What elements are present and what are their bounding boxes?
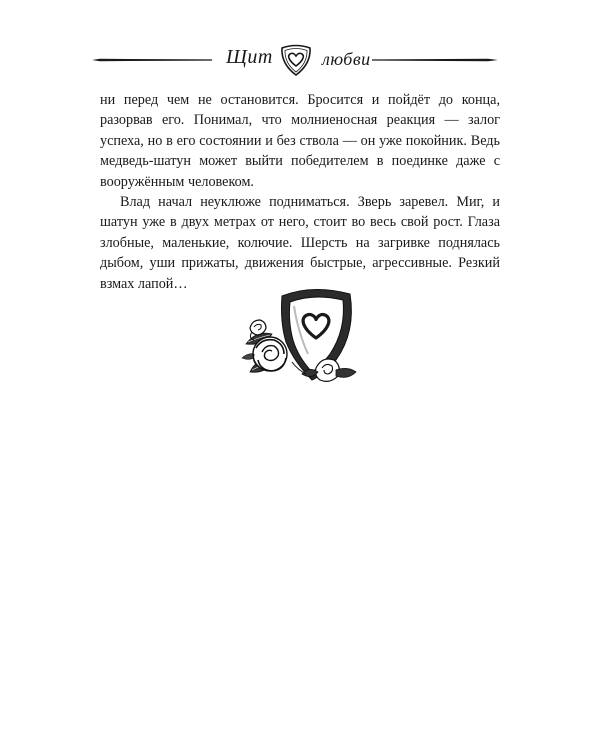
header-word-right: любви bbox=[322, 49, 371, 69]
paragraph-2: Влад начал неуклюже подниматься. Зверь заревел. Миг, и шатун уже в двух метрах от него, стоит во весь свой рост. Глаза злобные, маленькие, колючие. Шерсть на загривке поднялась дыбом, уши прижаты, движения быстрые, агрессивные. Резкий взмах лапой… bbox=[100, 194, 500, 292]
shield-heart-roses-icon bbox=[232, 282, 362, 392]
body-text bbox=[100, 90, 500, 294]
paragraph-1: ни перед чем не остановится. Бросится и пойдёт до конца, разорвав его. Понимал, что молниеносная реакция — залог успеха, но в его состоянии и без ствола — он уже покойник. Ведь медведь-шатун может выйти победителем в поединке даже с вооружённым человеком. bbox=[100, 92, 500, 190]
heart-shield-icon bbox=[276, 42, 316, 78]
header-word-left: Щит bbox=[226, 46, 273, 68]
running-header bbox=[0, 38, 600, 82]
